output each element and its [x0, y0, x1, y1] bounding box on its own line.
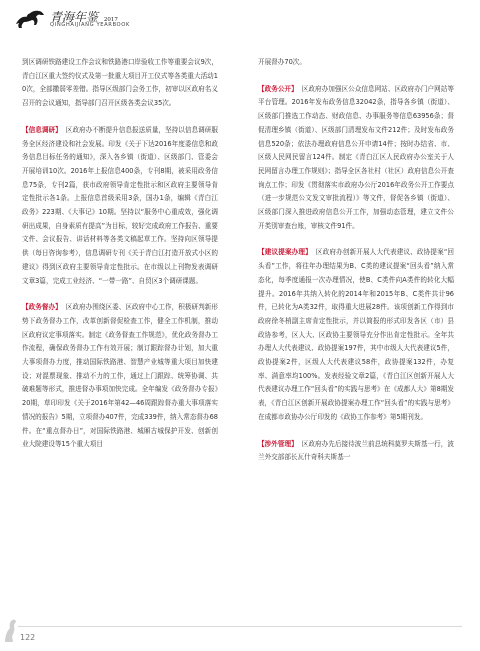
horse-silhouette-icon [2, 616, 18, 644]
yearbook-year: 2017 [103, 17, 118, 23]
paragraph-body: 区政府办不断提升信息报送质量，坚持以信息调研服务全区经济建设和社会发展。印发《关于下达2016年度委信息和政务信息目标任务的通知》，深入各乡镇（街道）、区级部门、管委会开展培训10次。2016年上报信息400条，专刊8期，被采用政务信息75条，专刊2篇，获市政府领导肯定性批示和区政府主要领导肯定性批示各1条。上报信息首级采用3条，国办1条，编辑《青白江政务》223期、《大事记》10期。坚持以“服务中心重成效，强化调研出成果，自身素质有提高”为目标，较好完成政府工作报告、重要文件、会议报告、讲话材料等各类文稿起草工作。坚持向区领导提供（每日咨询参考），信息调研专刊《关于青白江打造开放式小区的建议》得到区政府主要领导肯定性批示。在市级以上刊物发表调研文章3篇，完成工业经济、“一带一路”、自贸区3个调研课题。 [22, 125, 219, 285]
paragraph-body: 到区调研铁路建设工作会议和铁路港口岸验收工作等重要会议9次，青白江区重大签约仪式及第一批重大项目开工仪式等各类重大活动10次，全部撒弱零差错。指导区级部门会务工作，初审以区政府名义召开的会议通知，指导部门召开区级各类会议35次。 [22, 58, 218, 108]
section-heading: 【涉外管理】 [258, 439, 298, 448]
paragraph-text [22, 56, 218, 111]
paragraph-text [22, 301, 218, 452]
galloping-horse-icon [14, 6, 46, 30]
right-column [258, 56, 454, 465]
paragraph-body: 区政府办加强区公众信息网站、区政府办门户网站等平台管理。2016年发布政务信息32042条，指导各乡镇（街道）、区级部门推选工作动态、财政信息、办事服务等信息63956条；督促清理乡镇（街道）、区级部门清理发布文件212件；及时发布政务信息520条；依法办理政府信息公开申请14件；按时办结省、市、区级人民网民留言124件。制定《青白江区人民政府办公室关于人民网留言办理工作规则》；指导全区各社村（社区）政府信息公开查询点工作；印发《贯彻落实市政府办公厅2016年政务公开工作要点（进一步规范公文发文审批流程）》等文件，督促各乡镇（街道）、区级部门深入推进政府信息公开工作，加强动态管理，建立文件公开类别审查台账，审核文件91件。 [258, 84, 455, 230]
section-government-disclosure [258, 83, 454, 234]
section-heading: 【政务督办】 [22, 303, 62, 312]
yearbook-title-en: QINGHAIJIANG YEARBOOK [50, 22, 130, 28]
left-column [22, 56, 218, 452]
paragraph-text [258, 56, 454, 70]
section-heading: 【信息调研】 [22, 125, 62, 134]
section-foreign-affairs [258, 438, 454, 465]
section-proposal-handling [258, 246, 454, 424]
left-paragraph-1 [22, 56, 218, 111]
section-heading: 【政务公开】 [258, 84, 298, 93]
paragraph-body: 区政府办创新开展人大代表建议、政协提案“回头看”工作，将往年办理结果为B、C类的建议提案“回头看”纳入常态化，每季度通报一次办理情况，使B、C类件向A类件的转化大幅提升。2016年共纳入转化的2014年和2015年B、C类件共计96件，已转化为A类32件，取得重大进展28件。该项创新工作得到市政府徐冬梢副主席肯定性批示，并以简报的形式印发各区（市）县政协参考，区人大、区政协主要领导充分作出肯定性批示。全年共办理人大代表建议、政协提案197件，其中市级人大代表建议5件，政协提案2件，区级人大代表建议58件，政协提案132件，办复率、满意率均100%。发表经验文章2篇，《青白江区创新开展人大代表建议办理工作“回头看”的实践与思考》在《成都人大》第8期发表，《青白江区创新开展政协提案办理工作“回头看”的实践与思考》在成都市政协办公厅印发的《政协工作参考》第5期刊发。 [258, 248, 455, 421]
paragraph-body: 区政府办先后接待波兰前总统科莫罗夫斯基一行，波兰外交部部长瓦什奇科夫斯基一 [258, 439, 455, 462]
paragraph-body: 区政府办围绕区委、区政府中心工作，积极研判新形势下政务督办工作，改革创新督促检查工作，健全工作机制，推动区政府议定事项落实。制定《政务督查工作规范》，优化政务督办工作流程，确保政务督办工作有效开展；制订跟踪督办计划，加大重大事项督办力度，推动国际铁路港、智慧产业城等重大项目加快建设；对混票现象、推动不力的工作，通过上门跟踪、统筹协调、共破难题等形式，推进督办事项加快完成。全年编发《政务督办专报》20期，草印印发《关于2016年第42—46周跟踪督办重大事项落实情况的报告》5期，立项督办407件，完成339件，纳入常态督办68件。在“重点督办日”，对国际铁路港、城厢古城保护开发、创新创业大院建设等15个重大项目 [22, 303, 219, 449]
paragraph-body: 开展督办70次。 [258, 58, 306, 66]
page-number: 122 [20, 633, 36, 642]
right-paragraph-1 [258, 56, 454, 70]
section-information-research [22, 124, 218, 288]
footer-divider [18, 626, 462, 627]
section-government-supervision [22, 301, 218, 452]
paragraph-text [258, 246, 454, 424]
paragraph-text [258, 438, 454, 465]
paragraph-text [22, 124, 218, 288]
section-heading: 【建议提案办理】 [258, 248, 312, 257]
yearbook-title-cn: 青海年鉴 [50, 10, 99, 24]
paragraph-text [258, 83, 454, 234]
